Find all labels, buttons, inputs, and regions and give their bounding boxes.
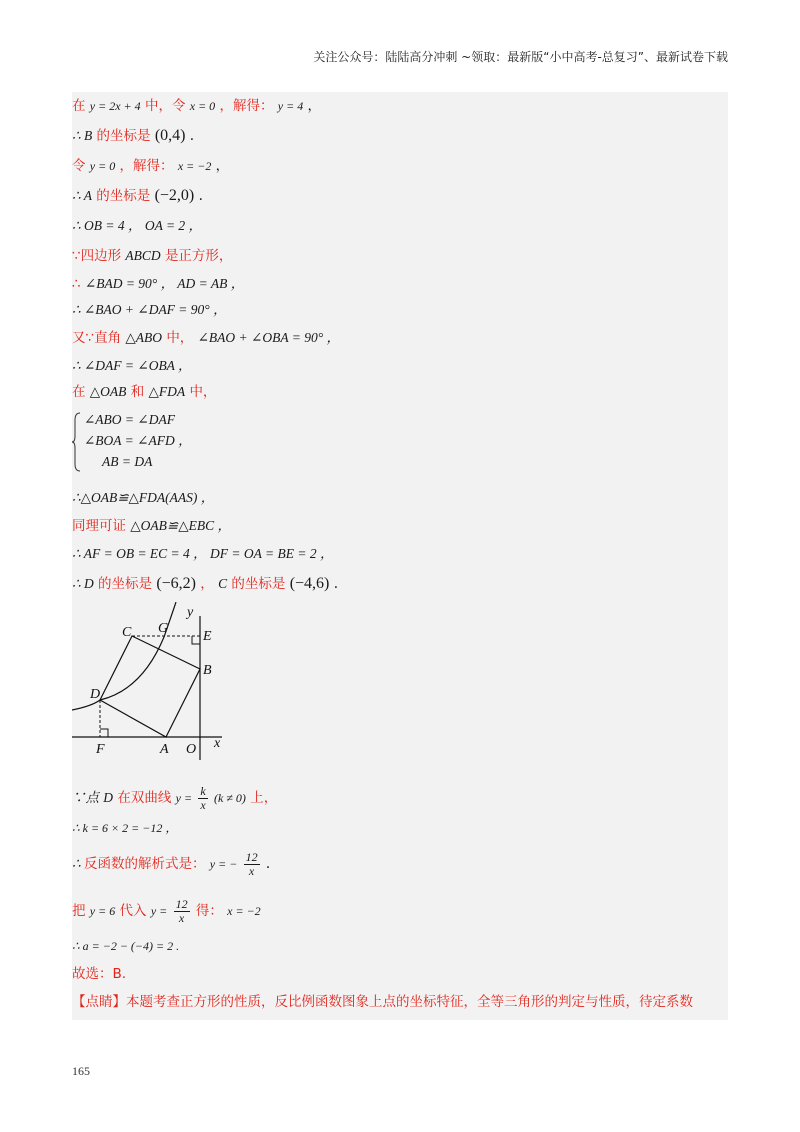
right-angle-e: [192, 636, 200, 644]
line-18: ∴ 反函数的解析式是： y = − $\frac{12}{x}$ .: [72, 850, 271, 878]
label-o: O: [186, 742, 197, 757]
square-hyperbola-diagram: [72, 602, 242, 762]
fraction-12-x: $\frac{12}{x}$: [245, 850, 258, 878]
label-x: x: [214, 736, 221, 751]
hyperbola-curve: [72, 602, 176, 710]
line-14: ∴ AF = OB = EC = 4 ， DF = OA = BE = 2 ，: [72, 546, 334, 561]
line-9: 又∵直角 △ABO 中， ∠BAO + ∠OBA = 90° ，: [72, 330, 340, 346]
fraction-12-x-2: $\frac{12}{x}$: [175, 897, 188, 925]
label-d: D: [90, 687, 101, 702]
right-angle-f: [100, 729, 108, 737]
line-1: 在 y = 2x + 4 中，令 x = 0 ，解得： y = 4 ，: [72, 98, 322, 114]
line-10: ∴ ∠DAF = ∠OBA ，: [72, 358, 192, 373]
label-c: C: [122, 625, 132, 640]
label-b: B: [203, 663, 212, 678]
line-21: 故选：B.: [72, 966, 127, 982]
line-8: ∴ ∠BAO + ∠DAF = 90° ，: [72, 302, 227, 317]
label-a: A: [160, 742, 169, 757]
line-4: ∴ A 的坐标是 (−2,0) .: [72, 187, 203, 204]
line-17: ∴ k = 6 × 2 = −12 ，: [72, 821, 178, 835]
label-e: E: [203, 629, 212, 644]
line-19: 把 y = 6 代入 y = $\frac{12}{x}$ 得： x = −2: [72, 897, 261, 925]
label-g: G: [158, 621, 169, 636]
congruence-system: ∠ABO = ∠DAF ∠BOA = ∠AFD ， AB = DA: [72, 410, 272, 474]
line-12: ∴△OAB≌△FDA(AAS) ，: [72, 490, 215, 505]
page-header: 关注公众号：陆陆高分冲刺 ~领取：最新版“小中高考-总复习”、最新试卷下载: [313, 50, 728, 64]
line-16: ∵点 D 在双曲线 y = $\frac{k}{x}$ (k ≠ 0) 上，: [72, 784, 278, 812]
line-6: ∵四边形 ABCD 是正方形，: [72, 248, 233, 264]
line-11: 在 △OAB 和 △FDA 中，: [72, 384, 217, 400]
line-3: 令 y = 0 ，解得： x = −2 ，: [72, 158, 230, 174]
square-abcd: [100, 636, 200, 737]
brace-icon: [72, 412, 82, 472]
line-13: 同理可证 △OAB≌△EBC ，: [72, 518, 231, 534]
fraction-k-x: $\frac{k}{x}$: [200, 784, 206, 812]
label-y: y: [187, 605, 194, 620]
page-number: 165: [72, 1064, 90, 1078]
line-20: ∴ a = −2 − (−4) = 2 .: [72, 939, 180, 953]
line-15: ∴ D 的坐标是 (−6,2) ， C 的坐标是 (−4,6) .: [72, 575, 338, 592]
line-5: ∴ OB = 4 ， OA = 2 ，: [72, 218, 203, 233]
line-2: ∴ B 的坐标是 (0,4) .: [72, 127, 195, 144]
label-f: F: [96, 742, 105, 757]
line-22-tip: 【点睛】本题考查正方形的性质，反比例函数图象上点的坐标特征，全等三角形的判定与性质，待定系数: [72, 994, 693, 1010]
line-7: ∴ ∠BAD = 90° ， AD = AB ，: [72, 276, 245, 292]
solution-content: [72, 92, 728, 1020]
